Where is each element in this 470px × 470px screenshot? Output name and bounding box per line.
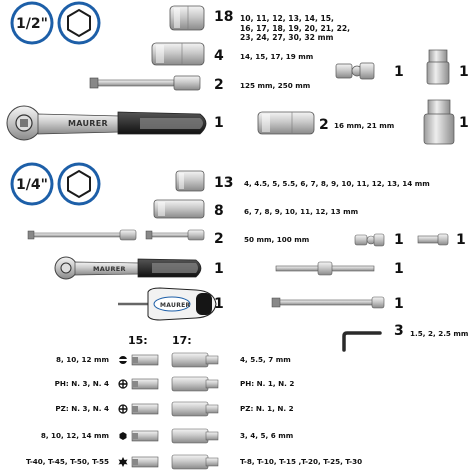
- qty-adapter-square-half: 1: [459, 64, 469, 80]
- sizes-spark-sockets-half: 16 mm, 21 mm: [334, 121, 395, 130]
- drive-label-quarter: 1/4": [16, 177, 48, 193]
- qty-hex-keys: 3: [394, 323, 404, 339]
- bits-right-count: 17:: [172, 334, 192, 347]
- sizes-deep-sockets-half: 14, 15, 17, 19 mm: [240, 52, 314, 61]
- sizes-sockets-half: 10, 11, 12, 13, 14, 15, 16, 17, 18, 19, 20, 21, 22, 23, 24, 27, 30, 32 mm: [240, 14, 351, 42]
- bits-right-row-2: PH: N. 1, N. 2: [240, 379, 295, 388]
- qty-ratchet-half: 1: [214, 115, 224, 131]
- qty-deep-sockets-quarter: 8: [214, 203, 224, 219]
- svg-text:MAURER: MAURER: [93, 265, 126, 273]
- qty-universal-joint-half: 1: [394, 64, 404, 80]
- qty-extensions-quarter: 2: [214, 231, 224, 247]
- bits-left-row-3: PZ: N. 3, N. 4: [55, 404, 109, 413]
- bits-right-row-3: PZ: N. 1, N. 2: [240, 404, 294, 413]
- qty-flexible-extension: 1: [394, 296, 404, 312]
- qty-extensions-half: 2: [214, 77, 224, 93]
- sizes-extensions-quarter: 50 mm, 100 mm: [244, 235, 310, 244]
- bits-right-row-4: 3, 4, 5, 6 mm: [240, 431, 294, 440]
- qty-ratchet-quarter: 1: [214, 261, 224, 277]
- bits-left-row-2: PH: N. 3, N. 4: [54, 379, 109, 388]
- bits-left-row-5: T-40, T-45, T-50, T-55: [25, 457, 109, 466]
- qty-sockets-half: 18: [214, 9, 234, 25]
- sizes-sockets-quarter: 4, 4.5, 5, 5.5, 6, 7, 8, 9, 10, 11, 12, 13, 14 mm: [244, 179, 430, 188]
- qty-sockets-quarter: 13: [214, 175, 234, 191]
- sizes-hex-keys: 1.5, 2, 2.5 mm: [410, 329, 469, 338]
- bits-left-count: 15:: [128, 334, 148, 347]
- qty-adapter-socket-half: 1: [459, 115, 469, 131]
- bits-left-row-1: 8, 10, 12 mm: [56, 355, 109, 364]
- svg-text:MAURER: MAURER: [160, 302, 191, 309]
- qty-screwdriver-handle: 1: [214, 296, 224, 312]
- sizes-deep-sockets-quarter: 6, 7, 8, 9, 10, 11, 12, 13 mm: [244, 207, 359, 216]
- bits-right-row-5: T-8, T-10, T-15 ,T-20, T-25, T-30: [240, 457, 363, 466]
- qty-spark-sockets-half: 2: [319, 117, 329, 133]
- qty-deep-sockets-half: 4: [214, 48, 224, 64]
- qty-bit-adapter-quarter: 1: [456, 232, 466, 248]
- qty-sliding-t-bar: 1: [394, 261, 404, 277]
- drive-label-half: 1/2": [16, 16, 48, 32]
- qty-universal-joint-quarter: 1: [394, 232, 404, 248]
- svg-text:MAURER: MAURER: [68, 119, 108, 128]
- bits-right-row-1: 4, 5.5, 7 mm: [240, 355, 291, 364]
- sizes-extensions-half: 125 mm, 250 mm: [240, 81, 311, 90]
- bits-left-row-4: 8, 10, 12, 14 mm: [40, 431, 109, 440]
